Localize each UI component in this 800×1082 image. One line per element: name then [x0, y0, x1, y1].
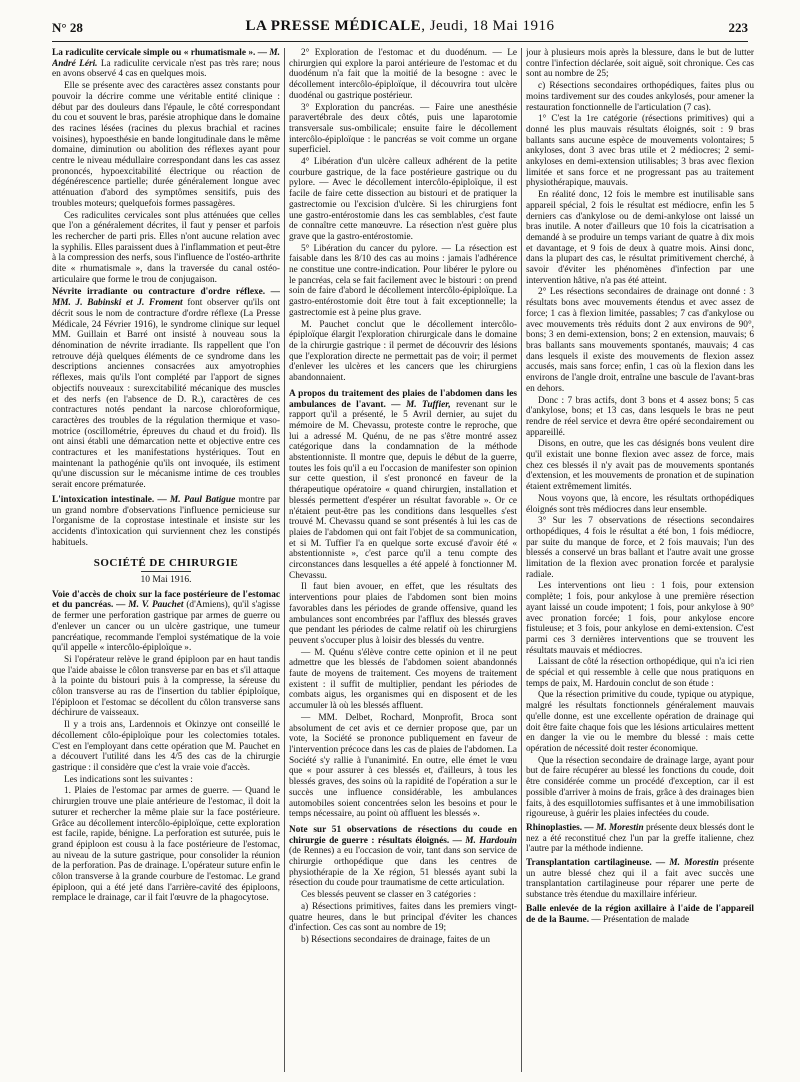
article-author: — M. André Léri.: [52, 48, 280, 69]
journal-name: LA PRESSE MÉDICALE: [245, 18, 422, 34]
paragraph: Les interventions ont lieu : 1 fois, pour extension complète; 1 fois, pour ankylose à une première résection ayant laissé un coude impotent; 1 fois, pour ankylose à 90° avec pronation forcée; 1 fois, pour ankylose encore fistuleuse; et 3 fois, pour ankylose en demi-extension. C'est parmi ces 3 dernières interventions que se trouvent les résultats mauvais et médiocres.: [526, 581, 754, 656]
paragraph: 1° C'est la 1re catégorie (résections primitives) qui a donné les plus mauvais résultats éloignés, soit : 9 bras ballants sans aucune espèce de mouvements volontaires; 5 ankyloses, dont 3 avec bras utile et 2 médiocres; 2 semi-ankyloses en demi-extension utilisables; 3 bras avec flexion limitée et sans force et ne progressant pas au traitement physiothérapique, mauvais.: [526, 114, 754, 189]
paragraph: Les indications sont les suivantes :: [64, 774, 193, 785]
article-author: — M. Morestin: [651, 858, 719, 869]
paragraph: présente deux blessés dont le nez a été reconstitué chez l'un par la greffe italienne, chez l'autre par la méthode indienne.: [526, 822, 754, 855]
paragraph: M. Pauchet conclut que le décollement intercôlo-épiploïque élargit l'exploration chirurgicale dans le domaine de la chirurgie gastrique : il permet de découvrir des lésions que l'exploration directe ne permettait pas de voir; il permet d'enlever les ulcères et les cancers que les chirurgiens abandonnaient.: [289, 319, 517, 384]
article-author: — M. Morestin: [582, 822, 644, 833]
header-rule: [52, 41, 748, 42]
paragraph: c) Résections secondaires orthopédiques, faites plus ou moins tardivement sur des coudes ankylosés, pour amener la restauration fonctionnelle de l'articulation (7 cas).: [526, 81, 754, 113]
article-rhinoplasties: [526, 823, 754, 855]
paragraph: jour à plusieurs mois après la blessure, dans le but de lutter contre l'infection déclarée, soit aiguë, soit chronique. Ces cas sont au nombre de 25;: [526, 48, 754, 80]
paragraph: 1. Plaies de l'estomac par armes de guerre. — Quand le chirurgien trouve une plaie antérieure de l'estomac, il doit la suturer et rechercher la même plaie sur la face postérieure. Grâce au décollement intercôlo-épiploïque, cette exploration est facile, rapide, bénigne. La perforation est suturée, puis le grand épiploon est cousu à la face postérieure de l'estomac, au niveau de la suture gastrique, pour consolider la réunion de la perforation. Pas de drainage. L'opérateur suture enfin le côlon transverse à la grande courbure de l'estomac. Le grand épiploon, qui a été jeté dans l'arrière-cavité des épiploons, remplace le drainage, car il fait l'œuvre de la phagocytose.: [52, 786, 280, 904]
paragraph: — MM. Delbet, Rochard, Monprofit, Broca sont absolument de cet avis et ce dernier propose que, par un vote, la Société se prononce publiquement en faveur de l'intervention précoce dans les cas de plaies de l'abdomen. La Société s'y rallie à l'unanimité. En outre, elle émet le vœu que « pour assurer à ces blessés et, d'ailleurs, à tous les blessés graves, des soins où la rapidité de l'opération a sur le succès une influence considérable, les ambulances automobiles soient concentrées selon les besoins et pour le temps nécessaire, au point où affluent les blessés ».: [289, 712, 517, 820]
paragraph: (d'Amiens), qu'il s'agisse de fermer une perforation gastrique par armes de guerre ou d'enlever un cancer ou un ulcère gastrique, une tumeur pancréatique, recommande l'emploi systématique de la voie qu'il appelle « intercôlo-épiploïque ».: [52, 600, 280, 654]
paragraph: Laissant de côté la résection orthopédique, qui n'a ici rien de spécial et qui ressemble à celle que nous pratiquons en temps de paix, M. Hardouin conclut de son étude :: [526, 657, 754, 689]
article-author: — M. V. Pauchet: [113, 600, 184, 611]
paragraph: revenant sur le rapport qu'il a présenté, le 5 Avril dernier, au sujet du mémoire de M. Chevassu, proteste contre le reproche, que lui a adressé M. Quénu, de ne pas s'être montré assez catégorique dans la condamnation de la méthode abstentionniste. Il montre que, depuis le début de la guerre, toutes les fois qu'il a eu l'occasion de manifester son opinion sur cette question, il s'est prononcé en faveur de la thérapeutique opératoire « quand chirurgien, installation et blessés permettent d'espérer un résultat favorable ». Or ce n'étaient peut-être pas les conditions dans lesquelles s'est trouvé M. Chevassu quand se sont présentés à lui les cas de plaies de l'abdomen qui ont fait l'objet de sa communication, et si M. Tuffier l'a en quelque sorte excusé d'avoir été « abstentionniste », c'est parce qu'il a tenu compte des circonstances dans lesquelles a été appelé à fonctionner M. Chevassu.: [289, 399, 517, 581]
article-tuffier: [289, 389, 517, 582]
article-author: — MM. J. Babinski et J. Froment: [52, 287, 280, 309]
column-2: [289, 48, 517, 1072]
paragraph: En réalité donc, 12 fois le membre est inutilisable sans appareil spécial, 2 fois le résultat est médiocre, enfin les 5 derniers cas d'ankylose ou de demi-ankylose ont laissé un bras inutile. A noter d'ailleurs que 10 fois la cicatrisation a demandé à se produire un temps variant de quatre à dix mois et davantage, et 9 fois de deux à quatre mois. Ainsi donc, dans la plupart des cas, le résultat primitivement cherché, à savoir d'éviter les phénomènes d'infection par une intervention hâtive, n'a pas été atteint.: [526, 190, 754, 286]
section-rule: [141, 571, 191, 572]
paragraph: Disons, en outre, que les cas désignés bons veulent dire qu'il existait une bonne flexion avec assez de force, mais chez ces blessés il n'y avait pas de mouvements spontanés d'extension, et les mouvements de pronation et de supination étaient extrêmement limités.: [526, 439, 754, 493]
paragraph: Il y a trois ans, Lardennois et Okinzye ont conseillé le décollement côlo-épiploïque pour les colectomies totales. C'est en l'employant dans cette opération que M. Pauchet en a découvert l'utilité dans les 4/5 des cas de la chirurgie gastrique : il considère que c'est la vraie voie d'accès.: [52, 720, 280, 773]
column-1: [52, 48, 280, 1072]
article-radiculite: [52, 48, 280, 80]
article-hardouin: [289, 825, 517, 889]
article-title: La radiculite cervicale simple ou « rhumatismale ».: [52, 48, 256, 58]
paragraph: 2° Exploration de l'estomac et du duodénum. — Le chirurgien qui explore la paroi antérieure de l'estomac et du duodénum n'a fait que la moitié de la besogne : avec le décollement intercôlo-épiploïque, il découvrira tout ulcère duodénal ou gastrique postérieur.: [289, 48, 517, 101]
page-number: 223: [728, 20, 748, 35]
article-title: A propos du traitement des plaies de l'abdomen dans les ambulances de l'avant.: [289, 388, 517, 410]
column-divider: [521, 48, 522, 1072]
paragraph: — Présentation de malade: [589, 914, 690, 925]
paragraph: La radiculite cervicale n'est pas très rare; nous en avons observé 4 cas en quelques mois.: [52, 58, 280, 80]
paragraph: Donc : 7 bras actifs, dont 3 bons et 4 assez bons; 5 cas d'ankylose, bons; et 13 cas, dans lesquels le bras ne peut rendre de réel service et devra être opéré secondairement ou appareillé.: [526, 395, 754, 438]
section-date: 10 Mai 1916.: [140, 575, 192, 586]
paragraph: Elle se présente avec des caractères assez constants pour pouvoir la décrire comme une véritable entité clinique : début par des douleurs dans l'épaule, le côté correspondant du cou et souvent le bras, parésie atrophique dans le domaine des racines lésées (racines du plexus brachial et racines voisines), hypoesthésie en bande longitudinale dans le même domaine, diminution ou abolition des réflexes ayant pour centre le niveau médullaire correspondant dans les cas assez prononcés, hypoexcitabilité électrique ou réaction de dégénérescence partielle; durée généralement longue avec atténuation d'abord des symptômes sensitifs, puis des troubles moteurs; quelquefois formes passagères.: [52, 81, 280, 209]
article-nevrite: [52, 287, 280, 490]
running-header: [52, 18, 748, 40]
paragraph: Nous voyons que, là encore, les résultats orthopédiques éloignés sont très médiocres dans leur ensemble.: [526, 493, 754, 515]
article-title: L'intoxication intestinale.: [52, 494, 155, 505]
issue-number: N° 28: [52, 20, 83, 35]
paragraph: Que la résection secondaire de drainage large, ayant pour but de faire récupérer au blessé les fonctions du coude, doit être considérée comme un procédé d'exception, car il est possible d'arriver à moins de frais, grâce à des drainages bien faits, à des esquillotomies suffisantes et à une immobilisation rigoureuse, à guérir les plaies infectées du coude.: [526, 755, 754, 820]
section-heading: SOCIÉTÉ DE CHIRURGIE: [93, 557, 239, 570]
article-author: — M. Paul Batigue: [154, 494, 236, 505]
article-title: Névrite irradiante ou contracture d'ordre réflexe.: [52, 287, 266, 298]
paragraph: Que la résection primitive du coude, typique ou atypique, malgré les résultats fonctionnels généralement mauvais qu'elle donne, est une excellente opération de drainage qui doit être faite chaque fois que les lésions articulaires mettent en danger la vie ou le membre du blessé : mais cette opération de nécessité doit rester économique.: [526, 690, 754, 754]
paragraph: 3° Exploration du pancréas. — Faire une anesthésie paravertébrale des deux côtés, puis une laparotomie transversale sus-ombilicale; ensuite faire le décollement intercôlo-épiploïque : le pancréas se voit comme un organe superficiel.: [289, 102, 517, 156]
paragraph: présente un autre blessé chez qui il a fait avec succès une transplantation cartilagineuse pour réparer une perte de substance très étendue du maxillaire inférieur.: [526, 858, 754, 901]
article-title: Balle enlevée de la région axillaire à l'aide de l'appareil de de la Baume.: [526, 903, 754, 925]
paragraph: 2° Les résections secondaires de drainage ont donné : 3 résultats bons avec mouvements étendus et avec assez de force; 1 cas à flexion limitée, passables; 7 cas d'ankylose ou avec mouvements très réduits dont 2 aux environs de 90°, bons; 3 en demi-extension, bons; 2 en extension, mauvais; 6 bras ballants sans mouvements spontanés, mauvais; 4 cas dans lesquels il existe des mouvements de flexion assez accusés, mais sans force; enfin, 1 cas où la flexion dans les environs de l'angle droit, entraîne une bascule de l'avant-bras en dehors.: [526, 287, 754, 394]
issue-date: , Jeudi, 18 Mai 1916: [421, 18, 555, 34]
article-title: Transplantation cartilagineuse.: [526, 858, 652, 869]
paragraph: font observer qu'ils ont décrit sous le nom de contracture d'ordre réflexe (La Presse Médicale, 24 Février 1916), le syndrome clinique sur lequel MM. Guillain et Barré ont insisté à nouveau sous la dénomination de névrite irradiante. Ils rappellent que l'on retrouve déjà quelques éléments de ce syndrome dans les descriptions anciennes consacrées aux amyotrophies réflexes, mais qu'ils l'ont complété par l'apport de signes objectifs nouveaux : surexcitabilité mécanique des muscles et des nerfs (en l'absence de D. R.), caractères de ces contractures notés pendant la narcose chloroformique, caractères des troubles de la régulation thermique et vaso-motrice (oscillométrie, épreuves du chaud et du froid). Ils ont ainsi établi une démarcation nette et objective entre ces contractures et les manifestations hystériques. Tout en maintenant la pathogénie qu'ils ont invoquée, ils estiment qu'une discussion sur le mécanisme intime de ces troubles serait encore prématurée.: [52, 298, 280, 491]
article-transplantation: [526, 858, 754, 901]
article-title: Rhinoplasties.: [526, 822, 583, 833]
article-author: — M. Hardouin: [449, 835, 517, 846]
paragraph: Ces radiculites cervicales sont plus atténuées que celles que l'on a généralement décrites, il faut y penser et parfois les rechercher de parti pris. Elles n'ont aucune relation avec la syphilis. Elles paraissent dues à l'inflammation et peut-être à la compression des nerfs, sous l'influence de l'ostéo-arthrite dite « rhumatismale », dans la traversée du canal ostéo-articulaire que forme le trou de conjugaison.: [52, 210, 280, 285]
paragraph: 4° Libération d'un ulcère calleux adhérent de la petite courbure gastrique, de la face postérieure gastrique ou du pylore. — Avec le décollement intercôlo-épiploïque, il est facile de faire cette dissection au bistouri et de pratiquer la gastrectomie ou l'excision d'ulcère. Si les chirurgiens font une gastro-entérostomie dans les cas semblables, c'est faute de connaître cette manœuvre. La résection n'est guère plus grave que la gastro-entérostomie.: [289, 157, 517, 242]
column-divider: [284, 48, 285, 1072]
article-title: Note sur 51 observations de résections du coude en chirurgie de guerre : résultats éloignés.: [289, 824, 517, 846]
paragraph: montre par un grand nombre d'observations l'influence pernicieuse sur l'organisme de la coprostase intestinale et insiste sur les accidents d'intoxication qui surviennent chez les constipés habituels.: [52, 494, 280, 548]
paragraph: Ces blessés peuvent se classer en 3 catégories :: [301, 890, 477, 901]
column-3: [526, 48, 754, 1072]
article-balle: [526, 904, 754, 925]
paragraph: — M. Quénu s'élève contre cette opinion et il ne peut admettre que les blessés de l'abdomen soient abandonnés faute de moyens de traitement. Ces moyens de traitement existent : il suffit de multiplier, pendant les périodes de combats aigus, les organismes qui en disposent et de les accumuler là où les blessés affluent.: [289, 647, 517, 712]
article-pauchet: [52, 590, 280, 654]
paragraph: Si l'opérateur relève le grand épiploon par en haut tandis que l'aide abaisse le côlon transverse par en bas et s'il attaque à la pointe du bistouri puis à la compresse, la séreuse du côlon transverse au ras de l'insertion du tablier épiploïque, l'épiploon et l'estomac se décollent du côlon transverse sans déchirure de vaisseaux.: [52, 654, 280, 719]
paragraph: b) Résections secondaires de drainage, faites de un: [301, 934, 490, 945]
article-intoxication: [52, 495, 280, 549]
paragraph: 5° Libération du cancer du pylore. — La résection est faisable dans les 8/10 des cas au moins : jamais l'adhérence ne constitue une contre-indication. Pour libérer le pylore ou le pancréas, cela se fait facilement avec le bistouri : on prend soin de faire d'abord le décollement intercôlo-épiploïque. La gastro-entérostomie doit être tout à fait exceptionnelle; la gastrectomie est à peine plus grave.: [289, 243, 517, 318]
paragraph: Il faut bien avouer, en effet, que les résultats des interventions pour plaies de l'abdomen sont bien moins favorables dans les périodes de grande offensive, quand les ambulances sont encombrées par l'afflux des blessés graves que pendant les périodes de calme relatif où les chirurgiens peuvent s'occuper plus à loisir des blessés du ventre.: [289, 582, 517, 646]
article-title: Voie d'accès de choix sur la face postérieure de l'estomac et du pancréas.: [52, 589, 280, 611]
paragraph: (de Rennes) a eu l'occasion de voir, tant dans son service de chirurgie orthopédique que dans les centres de physiothérapie de la Xe région, 51 blessés ayant subi la résection du coude pour traumatisme de cette articulation.: [289, 846, 517, 889]
paragraph: 3° Sur les 7 observations de résections secondaires orthopédiques, 4 fois le résultat a été bon, 1 fois médiocre, par suite du manque de force, et 2 fois mauvais; l'un des blessés a conservé un bras ballant et l'autre avait une grosse limitation de la flexion avec pronation forcée et paralysie radiale.: [526, 516, 754, 580]
paragraph: a) Résections primitives, faites dans les premiers vingt-quatre heures, dans le but principal d'éviter les chances d'infection. Ces cas sont au nombre de 19;: [289, 901, 517, 934]
article-author: — M. Tuffier,: [385, 399, 451, 410]
journal-title: [52, 18, 748, 35]
